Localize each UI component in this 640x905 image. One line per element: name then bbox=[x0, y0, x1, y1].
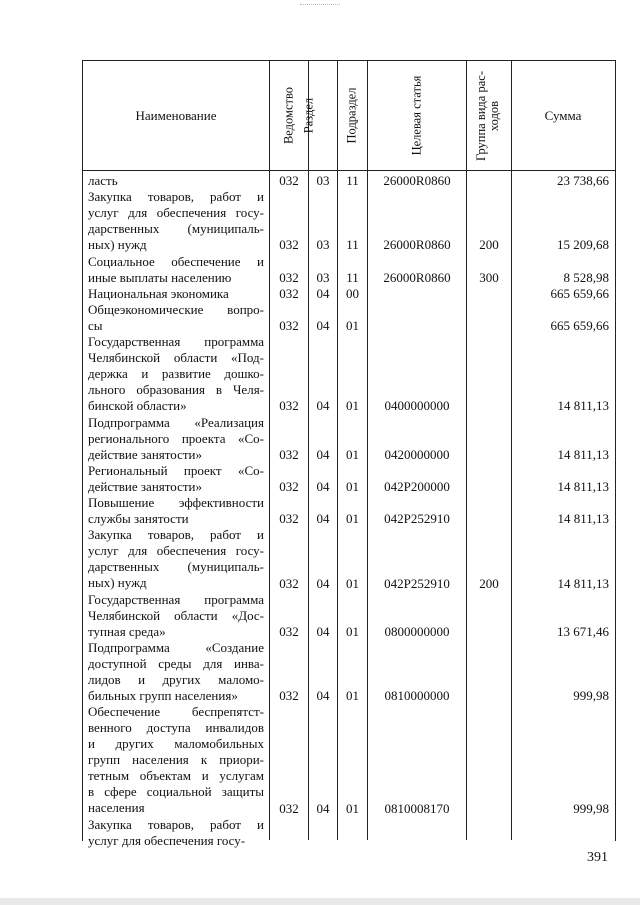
row-razdel: 04 bbox=[316, 478, 330, 494]
row-razdel: 03 bbox=[316, 269, 330, 285]
row-name bbox=[88, 640, 264, 704]
row-podrazdel: 01 bbox=[346, 623, 359, 639]
row-podrazdel: 01 bbox=[346, 317, 359, 333]
row-podrazdel: 11 bbox=[346, 237, 359, 253]
row-name-line: ласть bbox=[88, 173, 118, 188]
row-razdel: 04 bbox=[316, 800, 330, 816]
row-name bbox=[88, 189, 264, 253]
row-summa: 14 811,13 bbox=[557, 575, 609, 591]
row-razdel: 04 bbox=[316, 398, 330, 414]
row-podrazdel: 01 bbox=[346, 398, 359, 414]
row-name bbox=[88, 463, 264, 495]
row-celevaya: 26000R0860 bbox=[383, 269, 451, 285]
row-vedomstvo: 032 bbox=[279, 511, 299, 527]
row-vedomstvo: 032 bbox=[279, 317, 299, 333]
row-name bbox=[88, 495, 264, 527]
row-name-line: действие занятости» bbox=[88, 446, 202, 462]
row-celevaya: 0800000000 bbox=[384, 623, 450, 639]
row-celevaya: 26000R0860 bbox=[383, 237, 451, 253]
row-razdel: 04 bbox=[316, 623, 330, 639]
row-name-line: Подпрограмма «Создание bbox=[88, 639, 264, 655]
row-vedomstvo: 032 bbox=[279, 800, 299, 816]
header-podrazdel: Подраздел bbox=[344, 87, 359, 144]
row-name-line: Челябинской области «Под- bbox=[88, 350, 264, 365]
header-gruppa-line1: Группа вида рас- bbox=[474, 71, 488, 161]
row-name bbox=[88, 415, 264, 463]
row-vedomstvo: 032 bbox=[279, 173, 299, 188]
row-name-line: Региональный проект «Со- bbox=[88, 462, 264, 478]
row-name-line: Челябинской области «Дос- bbox=[88, 607, 264, 623]
row-vedomstvo: 032 bbox=[279, 478, 299, 494]
row-celevaya: 0810000000 bbox=[384, 688, 450, 704]
header-summa: Сумма bbox=[544, 107, 582, 123]
header-celevaya: Целевая статья bbox=[409, 75, 424, 156]
row-name-line: Повышение эффективности bbox=[88, 495, 264, 510]
row-podrazdel: 11 bbox=[346, 173, 359, 188]
row-podrazdel: 11 bbox=[346, 269, 359, 285]
row-summa: 15 209,68 bbox=[557, 237, 609, 253]
header-gruppa bbox=[475, 56, 503, 176]
row-celevaya: 042P252910 bbox=[384, 511, 450, 527]
row-vedomstvo: 032 bbox=[279, 285, 299, 301]
row-summa: 8 528,98 bbox=[563, 269, 609, 285]
row-name bbox=[88, 527, 264, 591]
row-name-line: доступной среды для инва- bbox=[88, 655, 264, 671]
header-gruppa-line2: ходов bbox=[487, 100, 501, 132]
row-name-line: ных) нужд bbox=[88, 237, 147, 253]
header-divider bbox=[82, 170, 615, 171]
row-name-line: службы занятости bbox=[88, 511, 189, 526]
row-razdel: 04 bbox=[316, 446, 330, 462]
row-vedomstvo: 032 bbox=[279, 269, 299, 285]
row-name-line: групп населения к приори- bbox=[88, 752, 264, 768]
scan-edge bbox=[0, 898, 640, 905]
row-razdel: 04 bbox=[316, 575, 330, 591]
row-gruppa: 300 bbox=[479, 269, 499, 285]
row-celevaya: 042P252910 bbox=[384, 575, 450, 591]
row-name-line: тетным объектам и услугам bbox=[88, 768, 264, 784]
row-name-line: Закупка товаров, работ и bbox=[88, 527, 264, 543]
row-gruppa: 200 bbox=[479, 575, 499, 591]
row-vedomstvo: 032 bbox=[279, 623, 299, 639]
row-razdel: 04 bbox=[316, 285, 330, 301]
row-name-line: лидов и других маломо- bbox=[88, 671, 264, 687]
row-name-line: сы bbox=[88, 317, 103, 333]
row-summa: 999,98 bbox=[573, 800, 609, 816]
row-name-line: иные выплаты населению bbox=[88, 269, 232, 285]
page-number: 391 bbox=[587, 850, 608, 865]
row-name-line: Социальное обеспечение и bbox=[88, 253, 264, 269]
column-divider bbox=[511, 60, 512, 840]
row-name-line: Закупка товаров, работ и bbox=[88, 189, 264, 205]
scan-mark bbox=[300, 4, 340, 7]
row-celevaya: 0810008170 bbox=[384, 800, 450, 816]
row-name-line: Закупка товаров, работ и bbox=[88, 817, 264, 832]
row-name-line: Государственная программа bbox=[88, 591, 264, 607]
row-razdel: 04 bbox=[316, 688, 330, 704]
row-summa: 13 671,46 bbox=[557, 623, 609, 639]
row-summa: 665 659,66 bbox=[550, 317, 609, 333]
row-vedomstvo: 032 bbox=[279, 446, 299, 462]
row-name-line: и других маломобильных bbox=[88, 736, 264, 752]
row-summa: 14 811,13 bbox=[557, 478, 609, 494]
header-vedomstvo: Ведомство bbox=[281, 86, 296, 145]
row-name bbox=[88, 302, 264, 334]
row-celevaya: 26000R0860 bbox=[383, 173, 451, 188]
row-name-line: услуг для обеспечения госу- bbox=[88, 205, 264, 221]
row-vedomstvo: 032 bbox=[279, 237, 299, 253]
header-razdel: Раздел bbox=[301, 97, 316, 134]
row-summa: 999,98 bbox=[573, 688, 609, 704]
row-summa: 23 738,66 bbox=[557, 173, 609, 188]
row-celevaya: 0400000000 bbox=[384, 398, 450, 414]
row-name-line: Государственная программа bbox=[88, 334, 264, 349]
row-name bbox=[88, 254, 264, 286]
row-podrazdel: 01 bbox=[346, 511, 359, 527]
row-name bbox=[88, 704, 264, 816]
row-vedomstvo: 032 bbox=[279, 398, 299, 414]
row-name bbox=[88, 173, 264, 189]
row-razdel: 04 bbox=[316, 511, 330, 527]
row-celevaya: 042P200000 bbox=[384, 478, 450, 494]
row-name-line: действие занятости» bbox=[88, 478, 202, 494]
row-name-line: в сфере социальной защиты bbox=[88, 784, 264, 800]
row-summa: 665 659,66 bbox=[550, 285, 609, 301]
row-name-line: льного образования в Челя- bbox=[88, 382, 264, 397]
row-name-line: услуг для обеспечения госу- bbox=[88, 543, 264, 559]
row-name-line: дарственных (муниципаль- bbox=[88, 559, 264, 575]
row-vedomstvo: 032 bbox=[279, 575, 299, 591]
row-name-line: Национальная экономика bbox=[88, 285, 229, 301]
row-name-line: ных) нужд bbox=[88, 575, 147, 591]
row-name bbox=[88, 817, 264, 849]
row-name-line: венного доступа инвалидов bbox=[88, 720, 264, 736]
row-podrazdel: 01 bbox=[346, 688, 359, 704]
row-razdel: 03 bbox=[316, 237, 330, 253]
row-name-line: тупная среда» bbox=[88, 623, 166, 639]
row-podrazdel: 01 bbox=[346, 575, 359, 591]
row-name-line: Подпрограмма «Реализация bbox=[88, 414, 264, 430]
row-razdel: 04 bbox=[316, 317, 330, 333]
row-podrazdel: 01 bbox=[346, 478, 359, 494]
header-name: Наименование bbox=[135, 107, 217, 123]
row-name-line: бильных групп населения» bbox=[88, 687, 238, 703]
row-name-line: бинской области» bbox=[88, 398, 187, 413]
row-podrazdel: 01 bbox=[346, 800, 359, 816]
row-razdel: 03 bbox=[316, 173, 330, 188]
row-celevaya: 0420000000 bbox=[384, 446, 450, 462]
row-name bbox=[88, 286, 264, 302]
row-vedomstvo: 032 bbox=[279, 688, 299, 704]
row-name-line: услуг для обеспечения госу- bbox=[88, 833, 246, 848]
row-summa: 14 811,13 bbox=[557, 446, 609, 462]
row-summa: 14 811,13 bbox=[557, 511, 609, 527]
row-name bbox=[88, 334, 264, 414]
column-divider bbox=[466, 60, 467, 840]
row-name-line: Обеспечение беспрепятст- bbox=[88, 704, 264, 720]
row-name-line: Общеэкономические вопро- bbox=[88, 301, 264, 317]
row-name-line: регионального проекта «Со- bbox=[88, 430, 264, 446]
row-name-line: держка и развитие дошко- bbox=[88, 366, 264, 381]
row-podrazdel: 00 bbox=[346, 285, 359, 301]
row-name-line: дарственных (муниципаль- bbox=[88, 221, 264, 237]
row-podrazdel: 01 bbox=[346, 446, 359, 462]
row-summa: 14 811,13 bbox=[557, 398, 609, 414]
row-name bbox=[88, 592, 264, 640]
row-gruppa: 200 bbox=[479, 237, 499, 253]
row-name-line: населения bbox=[88, 800, 145, 816]
